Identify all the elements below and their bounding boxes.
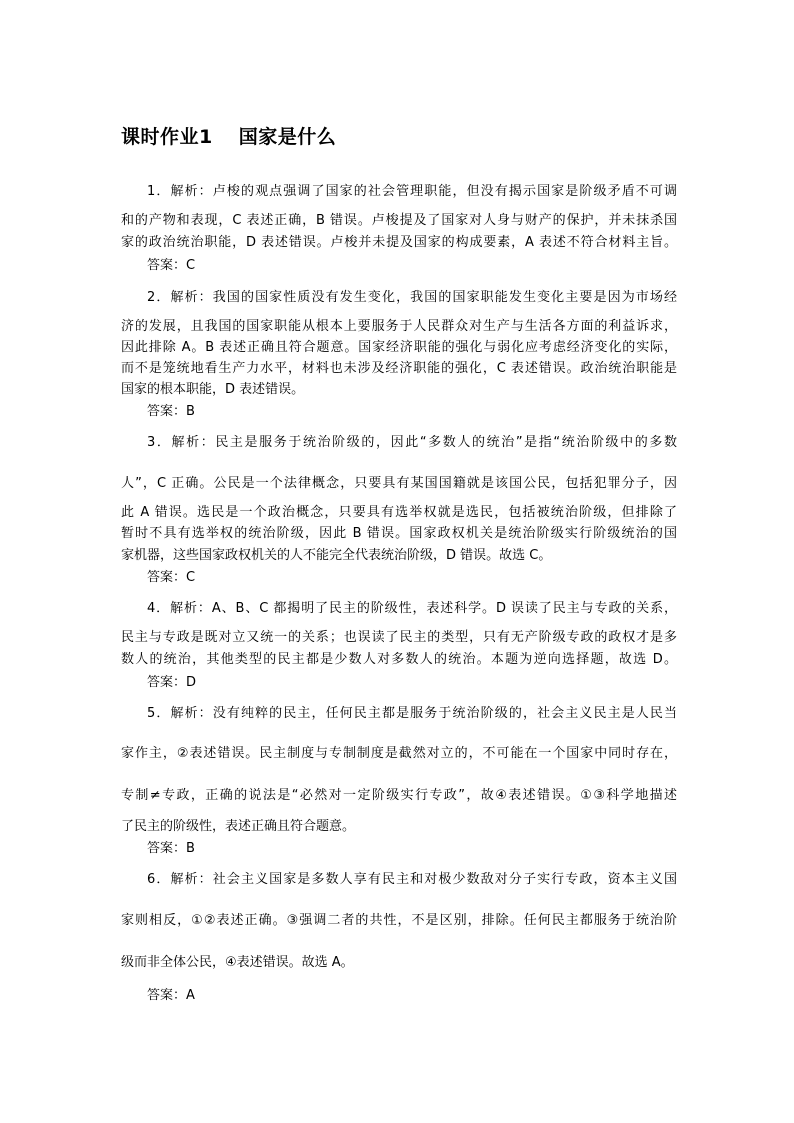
q6-line-2: 家则相反，①②表述正确。③强调二者的共性，不是区别，排除。任何民主都服务于统治阶 bbox=[121, 913, 677, 928]
q2-line-3: 因此排除 A。B 表述正确且符合题意。国家经济职能的强化与弱化应考虑经济变化的实际， bbox=[121, 340, 677, 355]
q5-line-1: 5．解析：没有纯粹的民主，任何民主都是服务于统治阶级的，社会主义民主是人民当 bbox=[147, 706, 677, 721]
q3-line-2: 人”，C 正确。公民是一个法律概念，只要具有某国国籍就是该国公民，包括犯罪分子，因 bbox=[121, 476, 677, 491]
q6-answer: 答案：A bbox=[147, 988, 195, 1003]
q2-line-2: 济的发展，且我国的国家职能从根本上要服务于人民群众对生产与生活各方面的利益诉求， bbox=[121, 319, 677, 334]
q3-line-1: 3．解析：民主是服务于统治阶级的，因此“多数人的统治”是指“统治阶级中的多数 bbox=[147, 435, 677, 450]
q5-line-4: 了民主的阶级性，表述正确且符合题意。 bbox=[121, 819, 356, 834]
q2-answer: 答案：B bbox=[147, 404, 195, 419]
q6-line-1: 6．解析：社会主义国家是多数人享有民主和对极少数敌对分子实行专政，资本主义国 bbox=[147, 872, 677, 887]
q4-answer: 答案：D bbox=[147, 675, 197, 690]
page-title bbox=[121, 122, 336, 149]
q4-line-1: 4．解析：A、B、C 都揭明了民主的阶级性，表述科学。D 误读了民主与专政的关系， bbox=[147, 601, 677, 616]
q3-answer: 答案：C bbox=[147, 570, 196, 585]
q5-answer: 答案：B bbox=[147, 841, 195, 856]
q5-line-2: 家作主，②表述错误。民主制度与专制制度是截然对立的，不可能在一个国家中同时存在， bbox=[121, 746, 677, 761]
q4-line-3: 数人的统治，其他类型的民主都是少数人对多数人的统治。本题为逆向选择题，故选 D。 bbox=[121, 652, 677, 667]
q2-line-5: 国家的根本职能，D 表述错误。 bbox=[121, 382, 305, 397]
q3-line-5: 家机器，这些国家政权机关的人不能完全代表统治阶级，D 错误。故选 C。 bbox=[121, 548, 552, 563]
q1-line-3: 家的政治统治职能，D 表述错误。卢梭并未提及国家的构成要素，A 表述不符合材料主旨。 bbox=[121, 235, 677, 250]
q3-line-4: 暂时不具有选举权的统治阶级，因此 B 错误。国家政权机关是统治阶级实行阶级统治的国 bbox=[121, 526, 677, 541]
q5-line-3: 专制≠专政，正确的说法是“必然对一定阶级实行专政”，故④表述错误。①③科学地描述 bbox=[121, 788, 677, 803]
lesson-number: 课时作业1 bbox=[121, 126, 213, 148]
q1-line-2: 和的产物和表现，C 表述正确，B 错误。卢梭提及了国家对人身与财产的保护，并未抹杀国 bbox=[121, 213, 677, 228]
q2-line-1: 2．解析：我国的国家性质没有发生变化，我国的国家职能发生变化主要是因为市场经 bbox=[147, 290, 677, 305]
lesson-topic: 国家是什么 bbox=[238, 126, 337, 148]
q4-line-2: 民主与专政是既对立又统一的关系；也误读了民主的类型，只有无产阶级专政的政权才是多 bbox=[121, 630, 677, 645]
q1-line-1: 1．解析：卢梭的观点强调了国家的社会管理职能，但没有揭示国家是阶级矛盾不可调 bbox=[147, 184, 677, 199]
q6-line-3: 级而非全体公民，④表述错误。故选 A。 bbox=[121, 955, 354, 970]
q3-line-3: 此 A 错误。选民是一个政治概念，只要具有选举权就是选民，包括被统治阶级，但排除了 bbox=[121, 505, 677, 520]
q1-answer: 答案：C bbox=[147, 258, 196, 273]
q2-line-4: 而不是笼统地看生产力水平，材料也未涉及经济职能的强化，C 表述错误。政治统治职能是 bbox=[121, 361, 677, 376]
